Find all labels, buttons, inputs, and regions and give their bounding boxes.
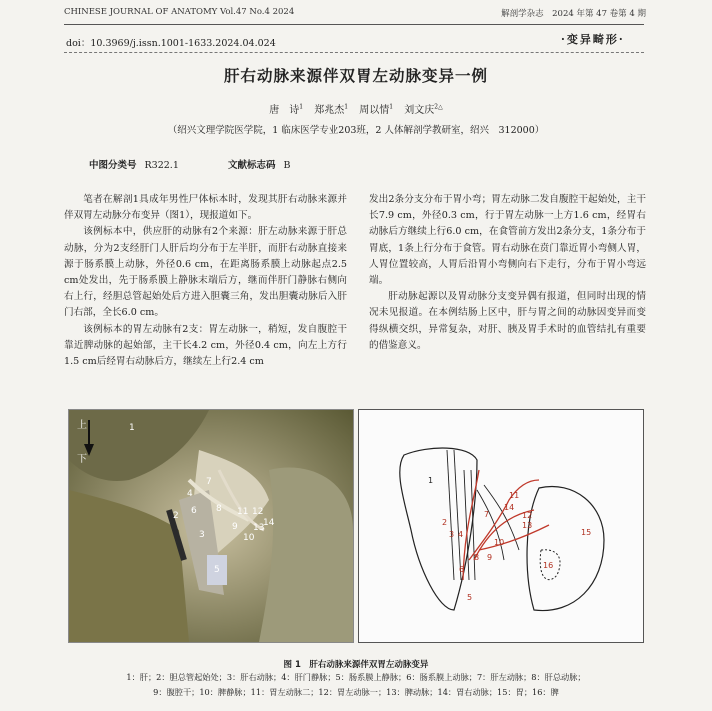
drawing-label: 13 bbox=[522, 521, 533, 530]
photo-label: 10 bbox=[243, 533, 255, 543]
photo-label: 9 bbox=[232, 522, 238, 532]
paragraph: 发出2条分支分布于胃小弯；胃左动脉二发自腹腔干起始处，主干长7.9 cm，外径0.3 cm，行于胃左动脉一上方1.6 cm，经胃右动脉后方继续上行6.0 cm，在食管前方发出2条分支，1条分布于胃底，1条上行分布于食管。胃右动脉在贲门靠近胃小弯侧人胃，人胃位置较高，人胃后沿胃小弯侧向右下走行，分布于胃小弯远端。 bbox=[369, 194, 646, 287]
drawing-label: 4 bbox=[458, 530, 464, 539]
body-column-left bbox=[64, 192, 347, 370]
photo-label: 14 bbox=[263, 518, 275, 528]
author: 郑兆杰$^1$ bbox=[314, 103, 349, 116]
drawing-label: 12 bbox=[522, 511, 533, 520]
photo-label: 3 bbox=[199, 530, 205, 540]
affiliation: （绍兴文理学院医学院，1 临床医学专业203班，2 人体解剖学教研室，绍兴 312000） bbox=[167, 125, 545, 136]
author: 周以情$^1$ bbox=[359, 103, 394, 116]
author: 唐 诗$^1$ bbox=[269, 103, 304, 116]
drawing-label: 3 bbox=[449, 530, 455, 539]
photo-label: 2 bbox=[173, 511, 179, 521]
photo-label: 11 bbox=[237, 507, 249, 517]
orientation-up-label: 上 bbox=[77, 420, 87, 431]
figure-legend-line: 9：腹腔干；10：脾静脉；11：胃左动脉二；12：胃左动脉一；13：脾动脉；14：胃右动脉；15：胃；16：脾 bbox=[153, 687, 559, 697]
running-header-issue: 解剖学杂志 2024 年第 47 卷第 4 期 bbox=[501, 9, 646, 19]
drawing-label: 1 bbox=[428, 476, 434, 485]
photo-label: 13 bbox=[253, 523, 265, 533]
schematic-drawing-art bbox=[359, 410, 643, 642]
paragraph: 该例标本中，供应肝的动脉有2个来源：肝左动脉来源于肝总动脉，分为2支经肝门人肝后均分布于左半肝，而肝右动脉直接来源于肠系膜上动脉，外径0.6 cm，在距离肠系膜上动脉起点2.5 cm处发出，先于肠系膜上静脉末端后方，继而伴肝门静脉右侧向右上行，经胆总管起始处后方进入胆囊三角，发出胆囊动脉后入肝门右部，全长6.0 cm。 bbox=[64, 226, 347, 319]
column-tag: ·变异畸形· bbox=[561, 33, 625, 46]
document-code: 文献标志码 B bbox=[228, 160, 291, 171]
author: 刘文庆$^{2\triangle}$ bbox=[404, 103, 443, 116]
drawing-label: 7 bbox=[484, 510, 490, 519]
photo-label: 5 bbox=[214, 565, 220, 575]
paragraph: 肝动脉起源以及胃动脉分支变异偶有报道，但同时出现的情况未见报道。在本例结肠上区中，肝与胃之间的动脉因变异而变得纵横交织，异常复杂，对肝、胰及胃手术时的血管结扎有重要的借鉴意义。 bbox=[369, 291, 646, 351]
running-header-journal: CHINESE JOURNAL OF ANATOMY Vol.47 No.4 2024 bbox=[64, 7, 295, 17]
drawing-label: 2 bbox=[442, 518, 448, 527]
drawing-label: 14 bbox=[504, 503, 515, 512]
figure-caption-title: 图 1 肝右动脉来源伴双胃左动脉变异 bbox=[283, 660, 429, 670]
article-title: 肝右动脉来源伴双胃左动脉变异一例 bbox=[223, 66, 488, 85]
drawing-label: 10 bbox=[494, 538, 505, 547]
doi[interactable]: doi：10.3969/j.issn.1001-1633.2024.04.024 bbox=[66, 38, 276, 49]
photo-label: 1 bbox=[129, 423, 135, 433]
author-list bbox=[0, 101, 712, 116]
drawing-label: 11 bbox=[509, 491, 520, 500]
drawing-label: 8 bbox=[474, 553, 480, 562]
header-rule bbox=[64, 24, 644, 25]
drawing-label: 15 bbox=[581, 528, 592, 537]
photo-label: 7 bbox=[206, 477, 212, 487]
body-column-right bbox=[369, 192, 646, 354]
paragraph: 笔者在解剖1具成年男性尸体标本时，发现其肝右动脉来源并伴双胃左动脉分布变异（图1），现报道如下。 bbox=[64, 194, 347, 222]
drawing-label: 6 bbox=[459, 565, 465, 574]
schematic-drawing bbox=[358, 409, 644, 643]
figure-legend-line: 1：肝；2：胆总管起始处；3：肝右动脉；4：肝门静脉；5：肠系膜上静脉；6：肠系膜上动脉；7：肝左动脉；8：肝总动脉； bbox=[126, 672, 586, 682]
classification-number: 中图分类号 R322.1 bbox=[89, 160, 179, 171]
dissection-photo bbox=[68, 409, 354, 643]
paragraph: 该例标本的胃左动脉有2支：胃左动脉一，稍短，发自腹腔干靠近脾动脉的起始部，主干长4.2 cm，外径0.4 cm，向左上方行1.5 cm后经胃右动脉后方，继续左上行2.4 cm bbox=[64, 323, 347, 368]
photo-label: 12 bbox=[252, 507, 264, 517]
photo-label: 8 bbox=[216, 504, 222, 514]
doi-rule bbox=[64, 52, 644, 53]
photo-label: 6 bbox=[191, 506, 197, 516]
photo-label: 4 bbox=[187, 489, 193, 499]
orientation-down-label: 下 bbox=[77, 454, 87, 465]
drawing-label: 5 bbox=[467, 593, 473, 602]
drawing-label: 16 bbox=[543, 561, 554, 570]
dissection-photo-art bbox=[69, 410, 353, 642]
drawing-label: 9 bbox=[487, 553, 493, 562]
